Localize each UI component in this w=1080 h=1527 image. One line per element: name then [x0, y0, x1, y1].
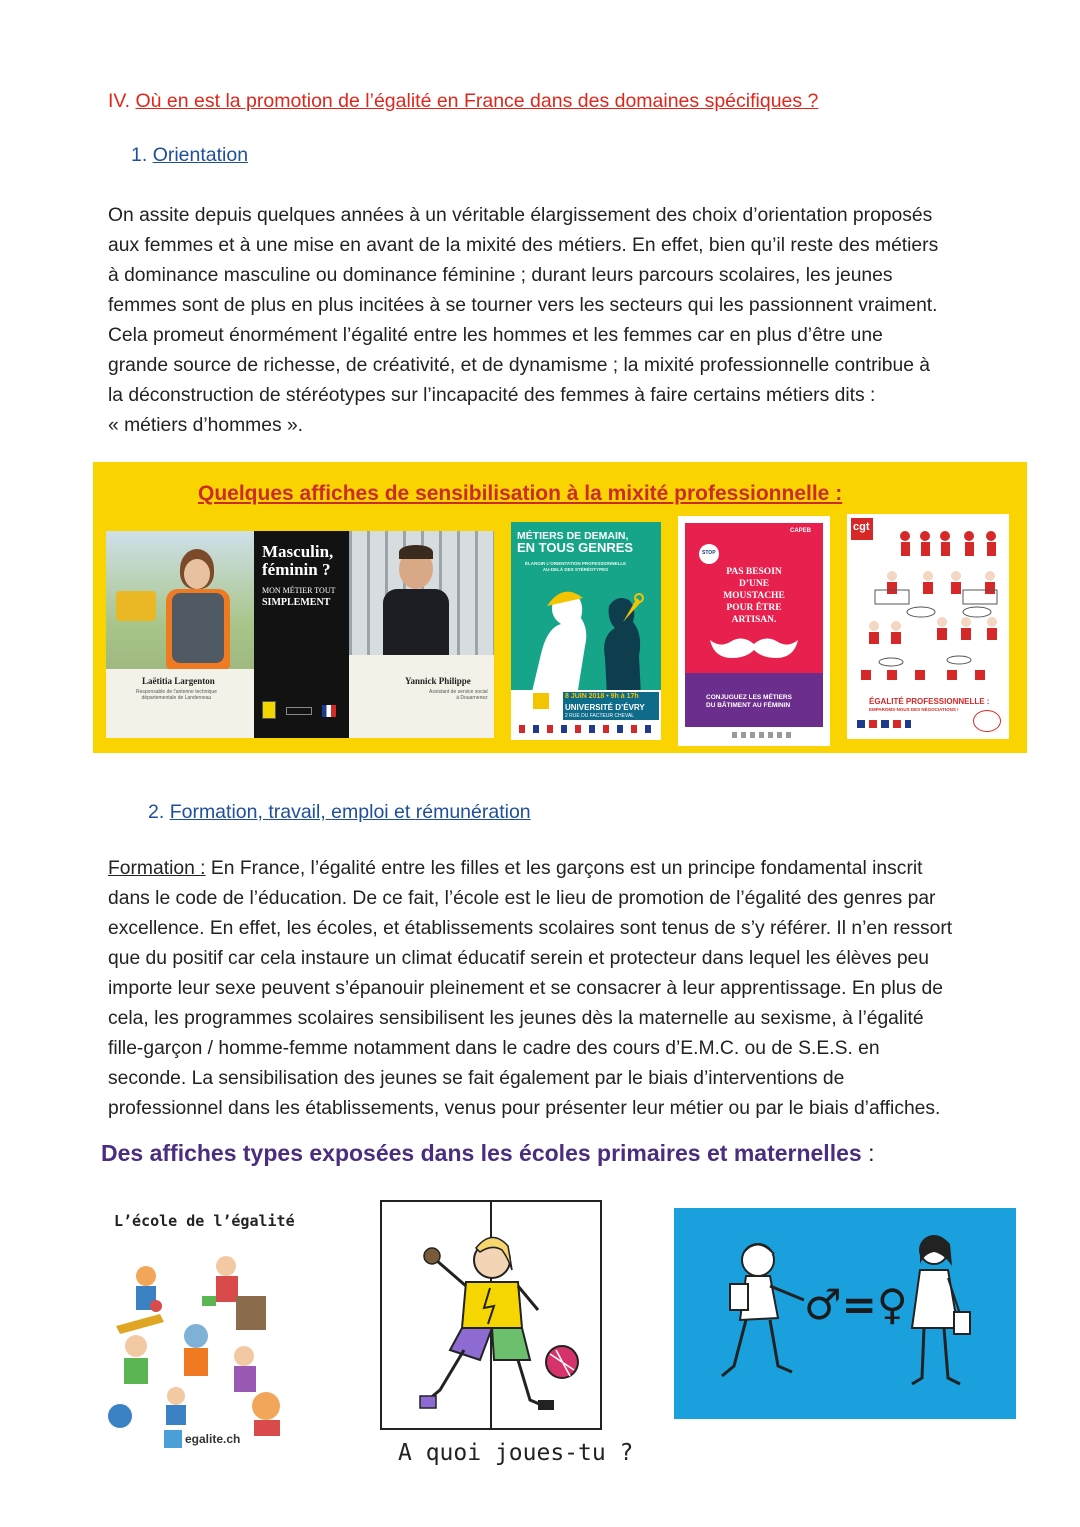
- subsection-title-orientation[interactable]: Orientation: [152, 144, 249, 166]
- poster-subheading: ÉLARGIR L’ORIENTATION PROFESSIONNELLE AU-DELÀ DES STÉRÉOTYPES: [525, 561, 627, 572]
- logo-icon: [533, 693, 549, 709]
- poster-a-quoi-joues-tu: [380, 1200, 634, 1480]
- poster-cgt-egalite: [847, 514, 1009, 739]
- children-illustration: [106, 1236, 290, 1436]
- poster-brand: CAPEB: [790, 528, 812, 534]
- section-title-text[interactable]: Où en est la promotion de l’égalité en France dans des domaines spécifiques: [135, 90, 803, 112]
- section-title-end: ?: [802, 90, 819, 112]
- subsection-title-formation[interactable]: Formation, travail, emploi et rémunération: [169, 801, 531, 823]
- paragraph-line: seconde. La sensibilisation des jeunes se fait également par le biais d’interventions de: [108, 1068, 845, 1089]
- flag-icon: [322, 705, 336, 717]
- partner-logos: [519, 725, 655, 733]
- paragraph-line: aux femmes et à une mise en avant de la mixité des métiers. En effet, bien qu’il reste des métiers: [108, 235, 939, 256]
- heading-affiches-ecoles: Des affiches types exposées dans les écoles primaires et maternelles :: [101, 1140, 875, 1166]
- paragraph-line: que du positif car cela instaure un climat éducatif serein et protecteur dans lequel les élèves peu: [108, 948, 930, 969]
- poster-bottom-text: CONJUGUEZ LES MÉTIERS DU BÂTIMENT AU FÉMININ: [706, 694, 792, 709]
- paragraph-line: excellence. En effet, les écoles, et établissements scolaires sont tenus de s’y référer. Il n’en ressort: [108, 918, 953, 939]
- logo-icon: [262, 701, 276, 719]
- poster-ecole-egalite: [106, 1206, 295, 1462]
- posters-box-title: Quelques affiches de sensibilisation à la mixité professionnelle :: [198, 482, 843, 505]
- poster-name-left: Laëtitia Largenton: [142, 676, 215, 686]
- poster-heading: Masculin, féminin ?: [262, 542, 334, 579]
- child-playing-illustration: [380, 1200, 602, 1430]
- poster-role-right: Assistant de service social à Douarnenez: [429, 689, 488, 701]
- badge-icon: [973, 710, 1001, 732]
- section-title: [108, 90, 818, 113]
- poster-cgt-sub: EMPAROMS-NOUS DES NÉGOCIATIONS !: [869, 707, 959, 712]
- paragraph-line: importe leur sexe peuvent s’épanouir pleinement et se consacrer à leur apprentissage. En plus de: [108, 978, 943, 999]
- poster-date: 8 JUIN 2018 • 9h à 17h: [565, 693, 639, 700]
- poster-moustache: [678, 516, 830, 746]
- poster-stop: STOP: [702, 550, 716, 556]
- formation-lead: Formation: [108, 858, 201, 879]
- paragraph-line: à dominance masculine ou dominance féminine ; durant leurs parcours scolaires, les jeunes: [108, 265, 893, 286]
- poster-ecole-title: L’école de l’égalité: [114, 1212, 295, 1230]
- poster-brand: cgt: [853, 521, 870, 533]
- paragraph-line: la déconstruction de stéréotypes sur l’incapacité des femmes à faire certains métiers dits :: [108, 385, 876, 406]
- subsection-orientation: [131, 144, 248, 167]
- paragraph-orientation: [108, 201, 1008, 441]
- paragraph-line: cela, les programmes scolaires sensibilisent les jeunes dès la maternelle au sexisme, à l’égalité: [108, 1008, 924, 1029]
- cartoon-crowd-illustration: [851, 520, 1007, 690]
- paragraph-line: Cela promeut énormément l’égalité entre les hommes et les femmes car en plus d’être une: [108, 325, 883, 346]
- paragraph-line: professionnel dans les établissements, venus pour présenter leur métier ou par le biais d’affiches.: [108, 1098, 941, 1119]
- poster-caption: A quoi joues-tu ?: [398, 1440, 634, 1466]
- poster-metiers-de-demain: [511, 522, 661, 740]
- silhouettes-illustration: [511, 576, 661, 696]
- poster-name-right: Yannick Philippe: [405, 676, 471, 686]
- paragraph-line: grande source de richesse, de créativité, et de dynamisme ; la mixité professionnelle contribue à: [108, 355, 931, 376]
- paragraph-line: femmes sont de plus en plus incitées à se tourner vers les secteurs qui les passionnent vraiment.: [108, 295, 938, 316]
- paragraph-line: On assite depuis quelques années à un véritable élargissement des choix d’orientation proposés: [108, 205, 933, 226]
- partner-logos: [857, 720, 911, 728]
- gender-equation: ♂=♀: [804, 1280, 908, 1329]
- partner-logos: [732, 732, 792, 738]
- posters-box: [93, 462, 1027, 753]
- subsection-formation: [148, 801, 531, 824]
- poster-role-left: Responsable de l’antenne technique départementale de Landerneau: [136, 689, 217, 701]
- paragraph-formation: [108, 854, 1008, 1124]
- poster-heading: MÉTIERS DE DEMAIN, EN TOUS GENRES: [517, 530, 634, 555]
- poster-address: 2 RUE DU FACTEUR CHEVAL: [565, 713, 635, 719]
- paragraph-line: « métiers d’hommes ».: [108, 415, 304, 436]
- paragraph-line: fille-garçon / homme-femme notamment dans le cadre des cours d’E.M.C. ou de S.E.S. en: [108, 1038, 880, 1059]
- poster-black-panel: [254, 531, 349, 738]
- paragraph-line: Formation : En France, l’égalité entre les filles et les garçons est un principe fondamental inscrit: [108, 858, 923, 879]
- egalite-logo-icon: [164, 1430, 182, 1448]
- poster-slogan: PAS BESOIN D’UNE MOUSTACHE POUR ÊTRE ARTISAN.: [723, 567, 785, 625]
- poster-cgt-title: ÉGALITÉ PROFESSIONNELLE :: [869, 697, 990, 706]
- subsection-number: 1.: [131, 144, 148, 166]
- subsection-number: 2.: [148, 801, 165, 823]
- section-number: IV.: [108, 90, 131, 112]
- paragraph-line: dans le code de l’éducation. De ce fait, l’école est le lieu de promotion de l’égalité des genres par: [108, 888, 936, 909]
- poster-subheading: MON MÉTIER TOUT SIMPLEMENT: [262, 586, 336, 608]
- photo-man: [349, 531, 494, 738]
- logo-icon: [286, 707, 312, 715]
- egalite-logo-text: egalite.ch: [185, 1432, 241, 1446]
- photo-woman: [106, 531, 254, 738]
- poster-masculin-feminin: [106, 531, 494, 738]
- poster-place: UNIVERSITÉ D’ÉVRY: [565, 703, 645, 712]
- poster-gender-symbols: [674, 1208, 1016, 1419]
- moustache-icon: [708, 634, 800, 664]
